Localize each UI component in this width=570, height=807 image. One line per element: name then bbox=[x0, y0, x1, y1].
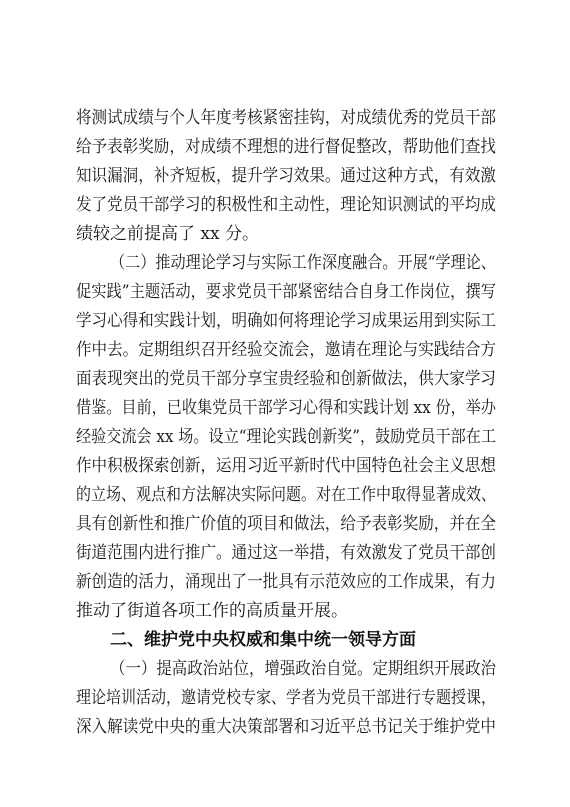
line-text: 给予表彰奖励，对成绩不理想的进行督促整改，帮助他们查找 bbox=[76, 137, 496, 157]
section-heading-text: 二、维护党中央权威和集中统一领导方面 bbox=[110, 630, 416, 650]
paragraph-line bbox=[0, 219, 570, 249]
line-text: 经验交流会 xx 场。设立“理论实践创新奖”，鼓励党员干部在工 bbox=[76, 427, 496, 447]
line-text: 借鉴。目前，已收集党员干部学习心得和实践计划 xx 份，举办 bbox=[76, 398, 497, 418]
paragraph-line bbox=[0, 364, 570, 394]
line-text: 发了党员干部学习的积极性和主动性，理论知识测试的平均成 bbox=[76, 195, 496, 215]
paragraph-line bbox=[0, 480, 570, 510]
line-text: 绩较之前提高了 xx 分。 bbox=[76, 224, 259, 244]
line-text: 面表现突出的党员干部分享宝贵经验和创新做法，供大家学习 bbox=[76, 369, 496, 389]
line-text: 将测试成绩与个人年度考核紧密挂钩，对成绩优秀的党员干部 bbox=[76, 108, 496, 128]
paragraph-line bbox=[0, 683, 570, 713]
section-heading bbox=[0, 625, 570, 655]
paragraph-line bbox=[0, 567, 570, 597]
paragraph-line bbox=[0, 538, 570, 568]
line-text: 理论培训活动，邀请党校专家、学者为党员干部进行专题授课， bbox=[76, 688, 497, 708]
paragraph-line bbox=[0, 248, 570, 278]
paragraph-line bbox=[0, 277, 570, 307]
paragraph-line bbox=[0, 306, 570, 336]
line-text: 作中去。定期组织召开经验交流会，邀请在理论与实践结合方 bbox=[76, 340, 496, 360]
line-text: 具有创新性和推广价值的项目和做法，给予表彰奖励，并在全 bbox=[76, 514, 496, 534]
line-text: （二）推动理论学习与实际工作深度融合。开展“学理论、 bbox=[110, 253, 496, 273]
line-text: 作中积极探索创新，运用习近平新时代中国特色社会主义思想 bbox=[76, 456, 496, 476]
line-text: 促实践”主题活动，要求党员干部紧密结合自身工作岗位，撰写 bbox=[76, 282, 496, 302]
paragraph-line bbox=[0, 393, 570, 423]
paragraph-line bbox=[0, 654, 570, 684]
line-text: 推动了街道各项工作的高质量开展。 bbox=[76, 601, 348, 621]
line-text: 街道范围内进行推广。通过这一举措，有效激发了党员干部创 bbox=[76, 543, 496, 563]
paragraph-line bbox=[0, 712, 570, 742]
paragraph-line bbox=[0, 161, 570, 191]
line-text: 知识漏洞，补齐短板，提升学习效果。通过这种方式，有效激 bbox=[76, 166, 496, 186]
paragraph-line bbox=[0, 190, 570, 220]
paragraph-line bbox=[0, 132, 570, 162]
paragraph-line bbox=[0, 451, 570, 481]
paragraph-line bbox=[0, 335, 570, 365]
line-text: 深入解读党中央的重大决策部署和习近平总书记关于维护党中 bbox=[76, 717, 496, 737]
paragraph-line bbox=[0, 422, 570, 452]
paragraph-line bbox=[0, 509, 570, 539]
line-text: 学习心得和实践计划，明确如何将理论学习成果运用到实际工 bbox=[76, 311, 496, 331]
paragraph-line bbox=[0, 103, 570, 133]
line-text: 的立场、观点和方法解决实际问题。对在工作中取得显著成效、 bbox=[76, 485, 497, 505]
line-text: （一）提高政治站位，增强政治自觉。定期组织开展政治 bbox=[110, 659, 496, 679]
paragraph-line bbox=[0, 596, 570, 626]
line-text: 新创造的活力，涌现出了一批具有示范效应的工作成果，有力 bbox=[76, 572, 496, 592]
